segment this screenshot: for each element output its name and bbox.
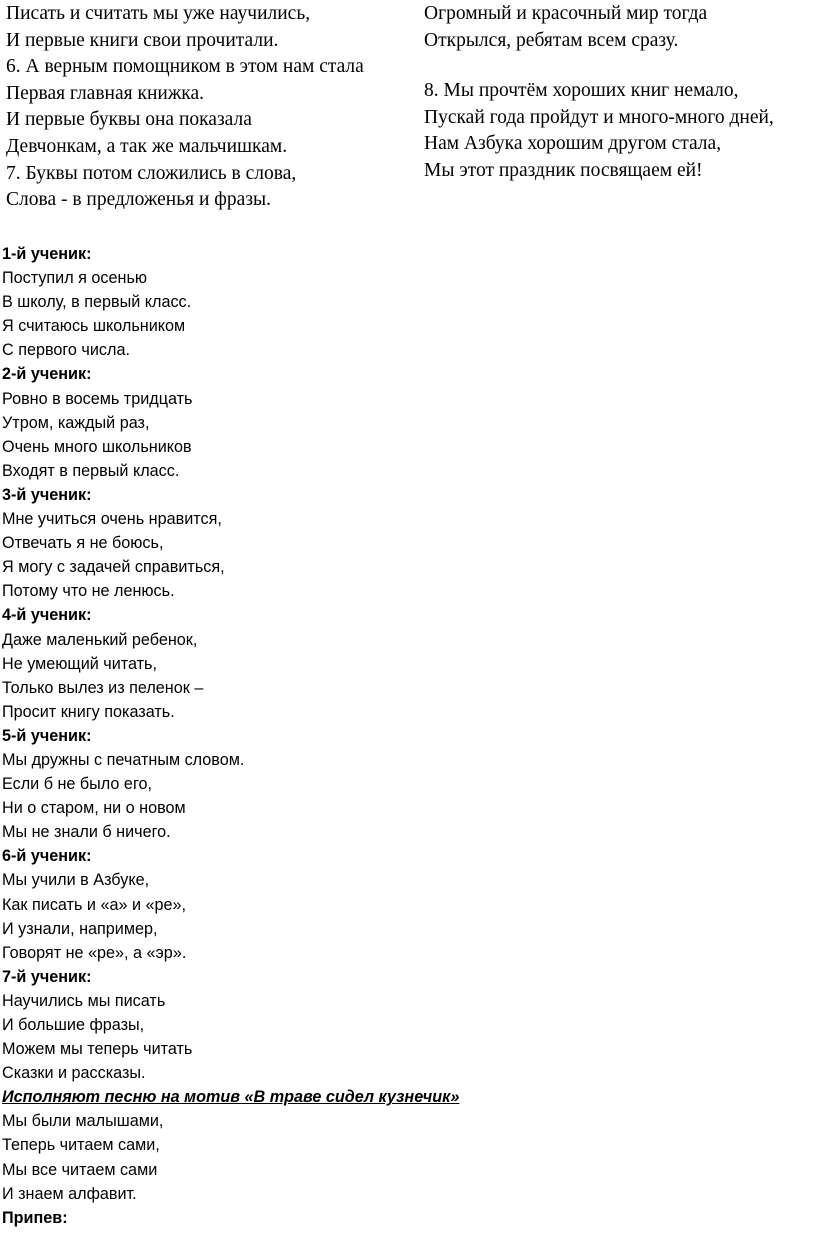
poem-line: И первые буквы она показала bbox=[6, 109, 252, 131]
verse-line: Сказки и рассказы. bbox=[2, 1064, 146, 1083]
speaker-label: 2-й ученик: bbox=[2, 365, 92, 384]
student-block bbox=[2, 242, 802, 362]
verse-line: Мы были малышами, bbox=[2, 1112, 164, 1131]
verse-line: Просит книгу показать. bbox=[2, 702, 175, 721]
poem-line: Слова - в предложенья и фразы. bbox=[6, 189, 271, 211]
verse-line: Можем мы теперь читать bbox=[2, 1040, 193, 1059]
poem-line: Первая главная книжка. bbox=[6, 82, 204, 104]
verse-line: Я считаюсь школьником bbox=[2, 317, 186, 336]
poem-line: И первые книги свои прочитали. bbox=[6, 29, 279, 51]
verse-line: Мы учили в Азбуке, bbox=[2, 871, 150, 890]
poem-line: Нам Азбука хорошим другом стала, bbox=[424, 133, 722, 155]
verse-line: Мне учиться очень нравится, bbox=[2, 510, 222, 529]
verse-line: Ровно в восемь тридцать bbox=[2, 389, 193, 408]
poem-line: Пускай года пройдут и много-много дней, bbox=[424, 106, 774, 128]
verse-line: И узнали, например, bbox=[2, 919, 158, 938]
verse-line: Утром, каждый раз, bbox=[2, 413, 150, 432]
song-block bbox=[2, 1085, 802, 1230]
students-script bbox=[2, 242, 802, 1230]
verse-line: Только вылез из пеленок – bbox=[2, 678, 204, 697]
verse-line: Теперь читаем сами, bbox=[2, 1136, 160, 1155]
verse-line: Мы все читаем сами bbox=[2, 1160, 158, 1179]
poem-line: Мы этот праздник посвящаем ей! bbox=[424, 159, 703, 181]
verse-line: Ни о старом, ни о новом bbox=[2, 799, 186, 818]
verse-line: С первого числа. bbox=[2, 341, 130, 360]
right-poem-column bbox=[424, 1, 814, 185]
speaker-label: 3-й ученик: bbox=[2, 485, 92, 504]
chorus-label: Припев: bbox=[2, 1208, 68, 1227]
poem-line: 6. А верным помощником в этом нам стала bbox=[6, 56, 364, 78]
poem-line: Огромный и красочный мир тогда bbox=[424, 3, 708, 24]
verse-line: Научились мы писать bbox=[2, 991, 166, 1010]
poem-line: 8. Мы прочтём хороших книг немало, bbox=[424, 80, 739, 102]
speaker-label: 7-й ученик: bbox=[2, 967, 92, 986]
student-block bbox=[2, 965, 802, 1085]
verse-line: Не умеющий читать, bbox=[2, 654, 157, 673]
verse-line: И знаем алфавит. bbox=[2, 1184, 137, 1203]
verse-line: Потому что не ленюсь. bbox=[2, 582, 175, 601]
student-block bbox=[2, 724, 802, 844]
verse-line: Как писать и «а» и «ре», bbox=[2, 895, 186, 914]
song-title: Исполняют песню на мотив «В траве сидел кузнечик» bbox=[2, 1088, 460, 1107]
verse-line: Отвечать я не боюсь, bbox=[2, 534, 164, 553]
verse-line: Мы дружны с печатным словом. bbox=[2, 750, 245, 769]
poem-line: Писать и считать мы уже научились, bbox=[6, 3, 311, 24]
verse-line: В школу, в первый класс. bbox=[2, 293, 192, 312]
verse-line: Входят в первый класс. bbox=[2, 461, 180, 480]
student-block bbox=[2, 844, 802, 964]
verse-line: Если б не было его, bbox=[2, 775, 152, 794]
verse-line: И большие фразы, bbox=[2, 1016, 145, 1034]
speaker-label: 1-й ученик: bbox=[2, 245, 92, 263]
verse-line: Очень много школьников bbox=[2, 437, 192, 456]
verse-line: Я могу с задачей справиться, bbox=[2, 558, 225, 577]
verse-line: Даже маленький ребенок, bbox=[2, 630, 198, 649]
student-block bbox=[2, 483, 802, 603]
poem-line: Девчонкам, а так же мальчишкам. bbox=[6, 135, 288, 157]
speaker-label: 5-й ученик: bbox=[2, 726, 92, 745]
left-poem-column bbox=[6, 1, 411, 214]
verse-line: Поступил я осенью bbox=[2, 269, 148, 288]
student-block bbox=[2, 603, 802, 723]
poem-line: Открылся, ребятам всем сразу. bbox=[424, 29, 679, 51]
speaker-label: 6-й ученик: bbox=[2, 847, 92, 866]
speaker-label: 4-й ученик: bbox=[2, 606, 92, 625]
student-block bbox=[2, 362, 802, 482]
verse-line: Говорят не «ре», а «эр». bbox=[2, 943, 187, 962]
poem-line: 7. Буквы потом сложились в слова, bbox=[6, 162, 297, 184]
verse-line: Мы не знали б ничего. bbox=[2, 823, 171, 842]
